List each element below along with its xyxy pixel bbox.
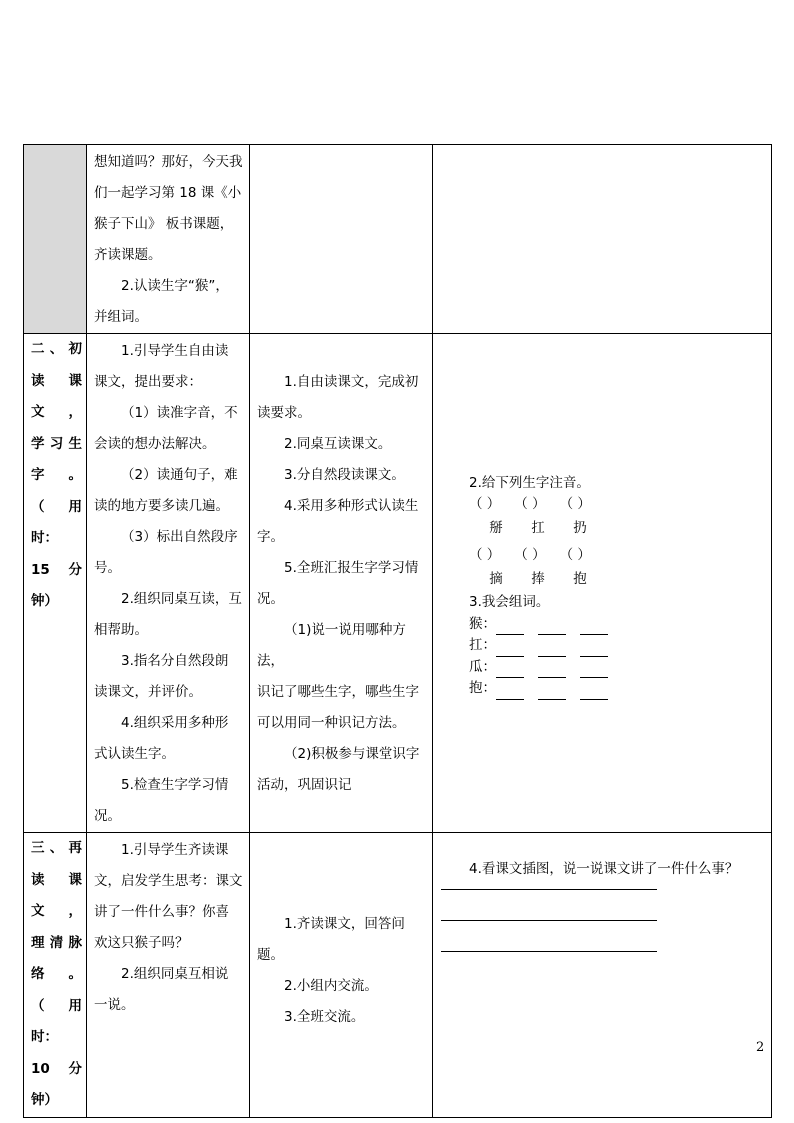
- exercise-q3: 3.我会组词。: [469, 594, 550, 610]
- text-line: 2.同桌互读课文。: [284, 436, 392, 452]
- pinyin-blank[interactable]: （ ）: [559, 496, 591, 512]
- word-row: [469, 614, 761, 636]
- section-title-line: 三、再: [31, 840, 82, 856]
- answer-blank[interactable]: [580, 620, 608, 635]
- word-row: [469, 635, 761, 657]
- text-line: 一说。: [94, 997, 135, 1013]
- text-line: 会读的想办法解决。: [94, 436, 216, 452]
- section-title-line: 读课文，: [31, 871, 82, 919]
- text-line: 欢这只猴子吗？: [94, 935, 189, 951]
- table-row: [24, 145, 772, 334]
- answer-line[interactable]: [441, 921, 657, 952]
- text-line: 况。: [94, 808, 121, 824]
- text-line: 5.检查生字学习情: [121, 777, 229, 793]
- text-line: 讲了一件什么事？你喜: [94, 904, 229, 920]
- word-char: 瓜：: [469, 658, 496, 675]
- char-row: [469, 569, 761, 591]
- text-line: 识记了哪些生字，哪些生字: [257, 684, 419, 700]
- exercise-q2: 2.给下列生字注音。: [469, 474, 590, 491]
- answer-blank[interactable]: [496, 663, 524, 678]
- answer-line[interactable]: [441, 879, 657, 890]
- section-time-value: 15分钟）: [31, 561, 82, 609]
- answer-blank[interactable]: [538, 685, 566, 700]
- text-line: 号。: [94, 560, 121, 576]
- answer-blank[interactable]: [580, 663, 608, 678]
- table-row: [24, 334, 772, 833]
- pinyin-blanks-row: [469, 494, 761, 516]
- text-line: 课文，提出要求：: [94, 374, 202, 390]
- section-time-label: （用时：: [31, 997, 82, 1045]
- answer-blank[interactable]: [496, 620, 524, 635]
- text-line: 况。: [257, 591, 284, 607]
- text-line: 活动，巩固识记: [257, 777, 352, 793]
- text-line: 齐读课题。: [94, 247, 162, 263]
- text-line: 2.组织同桌互读，互: [121, 591, 242, 607]
- table-row: [24, 833, 772, 1118]
- student-activity-cell: [250, 334, 433, 833]
- teacher-activity-cell: [87, 833, 250, 1118]
- pinyin-blanks-row: [469, 545, 761, 567]
- text-line: （1)说一说用哪种方法，: [257, 622, 406, 669]
- section-title-line: 二、初: [31, 341, 82, 357]
- exercise-cell: [433, 833, 772, 1118]
- text-line: 1.自由读课文，完成初: [284, 374, 419, 390]
- text-line: 想知道吗？那好，今天我: [94, 154, 243, 170]
- pinyin-blank[interactable]: （ ）: [514, 496, 546, 512]
- text-line: 读的地方要多读几遍。: [94, 498, 229, 514]
- char: 扛: [531, 519, 545, 536]
- char: 摘: [489, 570, 503, 587]
- text-line: （3）标出自然段序: [121, 529, 238, 545]
- answer-blank[interactable]: [580, 685, 608, 700]
- word-char: 猴：: [469, 615, 496, 632]
- student-activity-cell: [250, 145, 433, 334]
- answer-blank[interactable]: [580, 642, 608, 657]
- pinyin-blank[interactable]: （ ）: [469, 547, 501, 563]
- text-line: 们一起学习第 18 课《小: [94, 185, 242, 201]
- char: 抱: [573, 570, 587, 587]
- text-line: 可以用同一种识记方法。: [257, 715, 406, 731]
- answer-blank[interactable]: [496, 642, 524, 657]
- section-cell: [24, 334, 87, 833]
- text-line: 4.采用多种形式认读生: [284, 498, 419, 514]
- section-title-line: 理清脉: [31, 934, 82, 951]
- section-time-value: 10分钟）: [31, 1060, 82, 1108]
- text-line: （1）读准字音，不: [121, 405, 238, 421]
- text-line: 2.组织同桌互相说: [121, 966, 229, 982]
- text-line: 1.齐读课文，回答问题。: [257, 915, 405, 963]
- teacher-activity-cell: [87, 334, 250, 833]
- exercise-q4: 4.看课文插图，说一说课文讲了一件什么事？: [469, 861, 739, 877]
- text-line: 文，启发学生思考：课文: [94, 873, 243, 889]
- char: 掰: [489, 519, 503, 536]
- text-line: 并组词。: [94, 309, 148, 325]
- section-title-line: 字。: [31, 467, 82, 483]
- text-line: 读要求。: [257, 405, 311, 421]
- text-line: （2)积极参与课堂识字: [284, 746, 420, 762]
- text-line: 猴子下山》 板书课题，: [94, 216, 234, 232]
- section-cell: [24, 833, 87, 1118]
- exercise-cell: [433, 334, 772, 833]
- text-line: 相帮助。: [94, 622, 148, 638]
- text-line: 3.分自然段读课文。: [284, 467, 405, 483]
- text-line: 3.指名分自然段朗: [121, 653, 229, 669]
- char: 捧: [531, 570, 545, 587]
- char: 扔: [573, 519, 587, 536]
- section-title-line: 读课文，: [31, 372, 82, 420]
- answer-blank[interactable]: [538, 620, 566, 635]
- section-title-line: 学习生: [31, 435, 82, 452]
- word-char: 扛：: [469, 637, 496, 653]
- text-line: 式认读生字。: [94, 746, 175, 762]
- section-title-line: 络。: [31, 966, 82, 982]
- text-line: 1.引导学生齐读课: [121, 842, 229, 858]
- text-line: 3.全班交流。: [284, 1008, 365, 1025]
- page-number: 2: [756, 1040, 765, 1055]
- text-line: 2.认读生字“猴”，: [121, 278, 229, 294]
- student-activity-cell: [250, 833, 433, 1118]
- lesson-plan-table: [23, 144, 772, 1118]
- answer-blank[interactable]: [538, 663, 566, 678]
- text-line: 字。: [257, 529, 284, 545]
- exercise-cell: [433, 145, 772, 334]
- pinyin-blank[interactable]: （ ）: [514, 547, 546, 563]
- word-char: 抱：: [469, 680, 496, 696]
- text-line: 2.小组内交流。: [284, 977, 378, 994]
- text-line: 读课文，并评价。: [94, 684, 202, 700]
- pinyin-blank[interactable]: （ ）: [469, 496, 501, 512]
- word-row: [469, 657, 761, 679]
- answer-blank[interactable]: [496, 685, 524, 700]
- section-time-label: （用时：: [31, 498, 82, 546]
- pinyin-blank[interactable]: （ ）: [559, 547, 591, 563]
- text-line: 1.引导学生自由读: [121, 343, 229, 359]
- text-line: 4.组织采用多种形: [121, 715, 229, 731]
- section-cell-empty: [24, 145, 87, 334]
- text-line: 5.全班汇报生字学习情: [284, 560, 419, 576]
- word-row: [469, 678, 761, 700]
- text-line: （2）读通句子，难: [121, 467, 238, 483]
- char-row: [469, 518, 761, 540]
- answer-blank[interactable]: [538, 642, 566, 657]
- teacher-activity-cell: [87, 145, 250, 334]
- answer-line[interactable]: [441, 890, 657, 921]
